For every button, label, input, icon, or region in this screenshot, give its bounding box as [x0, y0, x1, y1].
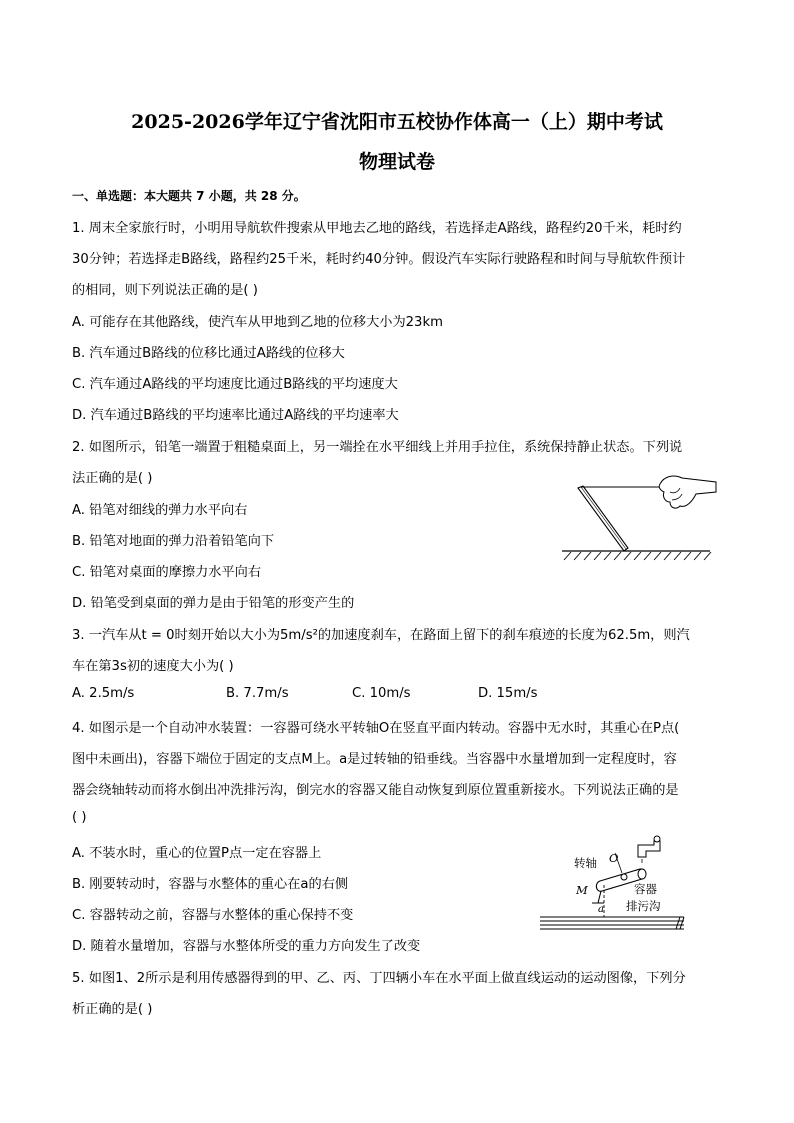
question-line: 车在第3s初的速度大小为( )	[72, 659, 234, 674]
label-a: a	[598, 904, 604, 915]
question-line: 4. 如图示是一个自动冲水装置：一容器可绕水平转轴O在竖直平面内转动。容器中无水时，其重心在P点(	[72, 721, 680, 736]
option-d: D. 汽车通过B路线的平均速率比通过A路线的平均速率大	[72, 408, 399, 423]
question-line: ( )	[72, 810, 87, 825]
option-a: A. 不装水时，重心的位置P点一定在容器上	[72, 846, 322, 861]
option-a: A. 2.5m/s	[72, 686, 135, 701]
option-d: D. 随着水量增加，容器与水整体所受的重力方向发生了改变	[72, 939, 421, 954]
option-a: A. 可能存在其他路线，使汽车从甲地到乙地的位移大小为23km	[72, 315, 443, 330]
label-m: M	[576, 883, 588, 897]
question-line: 器会绕轴转动而将水倒出冲洗排污沟，倒完水的容器又能自动恢复到原位置重新接水。下列说法正确的是	[72, 783, 679, 798]
question-line: 5. 如图1、2所示是利用传感器得到的甲、乙、丙、丁四辆小车在水平面上做直线运动的运动图像，下列分	[72, 971, 686, 986]
question-line: 图中未画出)，容器下端位于固定的支点M上。a是过转轴的铅垂线。当容器中水量增加到一定程度时，容	[72, 752, 677, 767]
option-d: D. 15m/s	[478, 686, 538, 701]
question-line: 30分钟；若选择走B路线，路程约25千米，耗时约40分钟。假设汽车实际行驶路程和时间与导航软件预计	[72, 252, 686, 267]
page-title: 2025-2026学年辽宁省沈阳市五校协作体高一（上）期中考试	[131, 111, 663, 133]
question-line: 1. 周末全家旅行时，小明用导航软件搜索从甲地去乙地的路线，若选择走A路线，路程约20千米，耗时约	[72, 221, 682, 236]
option-b: B. 7.7m/s	[226, 686, 289, 701]
option-c: C. 汽车通过A路线的平均速度比通过B路线的平均速度大	[72, 377, 398, 392]
option-b: B. 刚要转动时，容器与水整体的重心在a的右侧	[72, 877, 349, 892]
section-heading: 一、单选题：本大题共 7 小题，共 28 分。	[72, 189, 306, 203]
pencil-figure	[556, 472, 722, 568]
page-subtitle: 物理试卷	[358, 151, 435, 173]
option-c: C. 容器转动之前，容器与水整体的重心保持不变	[72, 908, 354, 923]
question-line: 法正确的是( )	[72, 471, 153, 486]
option-d: D. 铅笔受到桌面的弹力是由于铅笔的形变产生的	[72, 596, 355, 611]
label-axis: 转轴	[574, 856, 597, 870]
question-line: 析正确的是( )	[72, 1002, 153, 1017]
option-c: C. 铅笔对桌面的摩擦力水平向右	[72, 565, 262, 580]
option-b: B. 汽车通过B路线的位移比通过A路线的位移大	[72, 346, 345, 361]
label-container: 容器	[634, 882, 657, 896]
question-line: 2. 如图所示，铅笔一端置于粗糙桌面上，另一端拴在水平细线上并用手拉住，系统保持静止状态。下列说	[72, 440, 683, 455]
question-line: 3. 一汽车从t = 0时刻开始以大小为5m/s²的加速度刹车，在路面上留下的刹车痕迹的长度为62.5m，则汽	[72, 628, 690, 643]
option-a: A. 铅笔对细线的弹力水平向右	[72, 503, 248, 518]
flush-device-drawing	[538, 833, 688, 945]
flush-device-figure	[538, 833, 688, 945]
label-ditch: 排污沟	[626, 899, 661, 913]
option-c: C. 10m/s	[352, 686, 411, 701]
label-o: O	[609, 851, 619, 865]
option-b: B. 铅笔对地面的弹力沿着铅笔向下	[72, 534, 275, 549]
question-line: 的相同，则下列说法正确的是( )	[72, 283, 258, 298]
